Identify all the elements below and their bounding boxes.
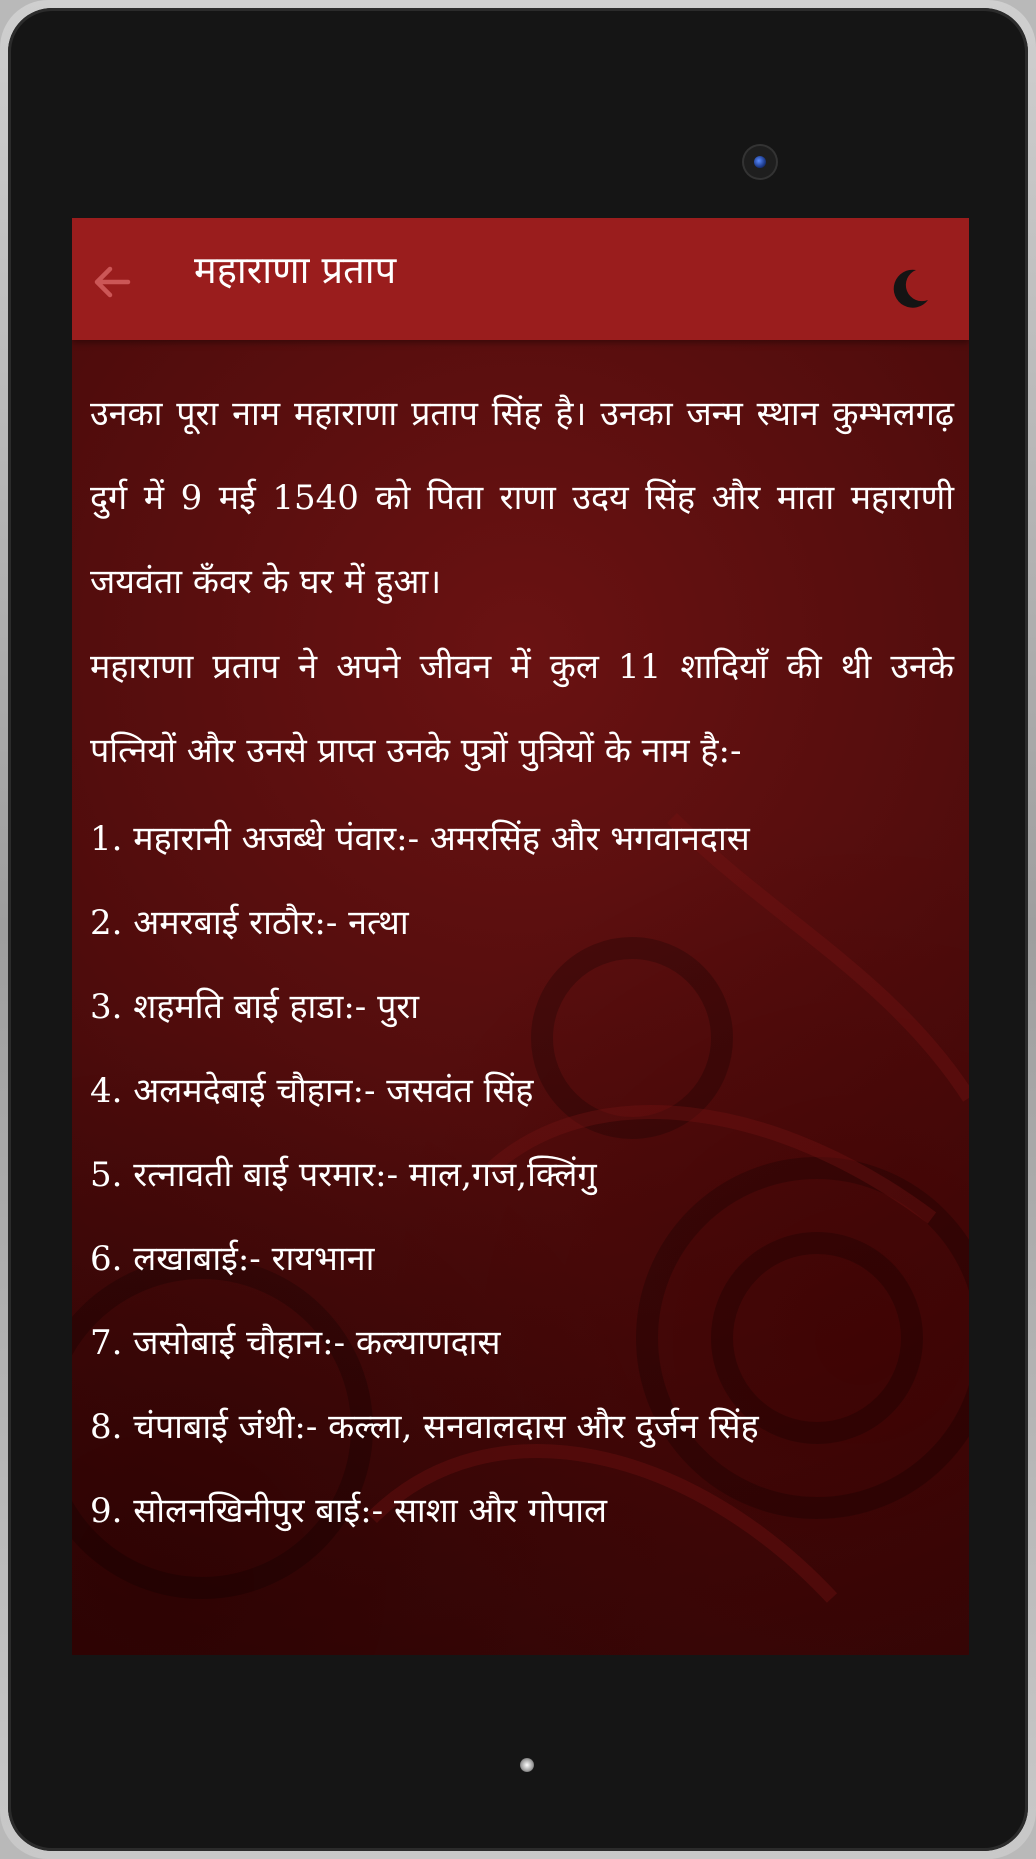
- list-item: 2. अमरबाई राठौर:- नत्था: [90, 903, 409, 943]
- list-item: 7. जसोबाई चौहान:- कल्याणदास: [90, 1323, 501, 1363]
- list-item: 9. सोलनखिनीपुर बाई:- साशा और गोपाल: [90, 1491, 608, 1531]
- paragraph-birth: उनका पूरा नाम महाराणा प्रताप सिंह है। उनका जन्म स्थान कुम्भलगढ़ दुर्ग में 9 मई 1540 को पिता राणा उदय सिंह और माता महाराणी जयवंता कँवर के घर में हुआ।: [90, 394, 954, 602]
- wives-list: [90, 797, 954, 1553]
- app-bar: [72, 218, 969, 340]
- back-button[interactable]: [84, 254, 140, 310]
- moon-icon: [884, 262, 936, 314]
- list-item: 4. अलमदेबाई चौहान:- जसवंत सिंह: [90, 1071, 534, 1111]
- article-content: [90, 340, 954, 1553]
- arrow-left-icon: [84, 254, 140, 310]
- app-screen: [72, 218, 969, 1655]
- night-mode-toggle[interactable]: [884, 262, 936, 314]
- list-item: 5. रत्नावती बाई परमार:- माल,गज,क्लिंगु: [90, 1155, 597, 1195]
- front-camera: [744, 146, 776, 178]
- list-item: 8. चंपाबाई जंथी:- कल्ला, सनवालदास और दुर्जन सिंह: [90, 1407, 759, 1447]
- home-indicator: [520, 1758, 534, 1772]
- list-item: 6. लखाबाई:- रायभाना: [90, 1239, 375, 1279]
- page-title: महाराणा प्रताप: [194, 248, 397, 292]
- paragraph-marriages: महाराणा प्रताप ने अपने जीवन में कुल 11 शादियाँ की थी उनके पत्नियों और उनसे प्राप्त उनके पुत्रों पुत्रियों के नाम है:-: [90, 647, 954, 771]
- list-item: 1. महारानी अजब्धे पंवार:- अमरसिंह और भगवानदास: [90, 819, 750, 859]
- list-item: 3. शहमति बाई हाडा:- पुरा: [90, 987, 420, 1027]
